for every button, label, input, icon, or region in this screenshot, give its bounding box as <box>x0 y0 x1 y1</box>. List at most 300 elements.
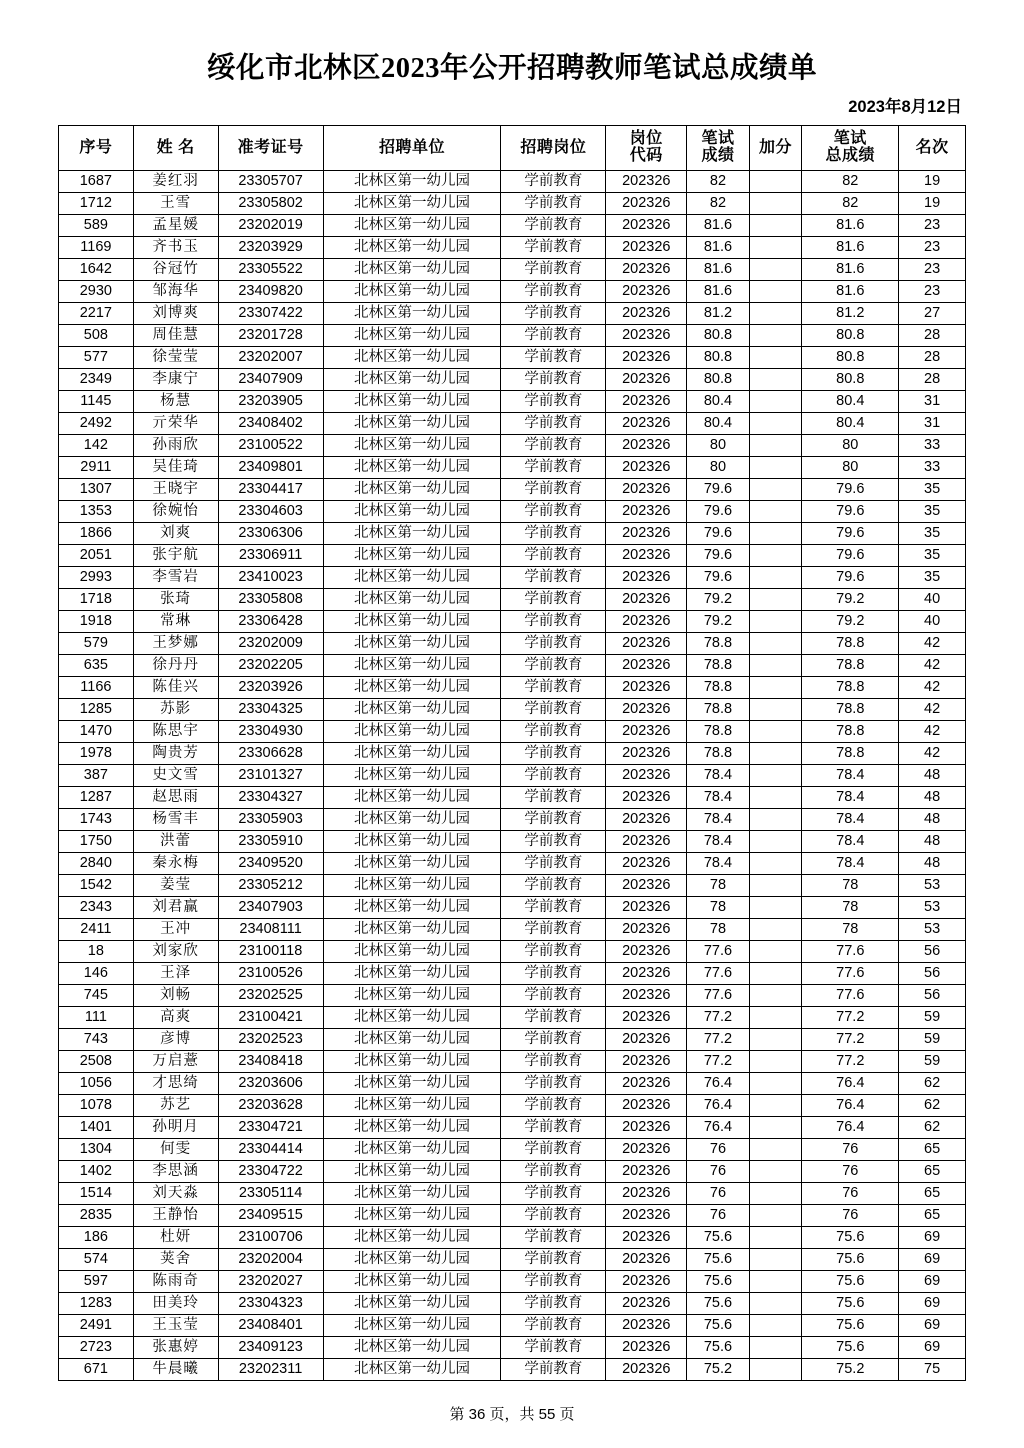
cell-total-score: 81.6 <box>802 281 899 303</box>
table-row <box>59 369 966 391</box>
cell-bonus <box>749 1117 802 1139</box>
cell-rank: 48 <box>899 809 966 831</box>
cell-unit: 北林区第一幼儿园 <box>323 743 501 765</box>
cell-unit: 北林区第一幼儿园 <box>323 1359 501 1381</box>
cell-total-score: 77.2 <box>802 1051 899 1073</box>
cell-exam-no: 23203926 <box>218 677 323 699</box>
cell-rank: 62 <box>899 1073 966 1095</box>
cell-name: 王晓宇 <box>133 479 218 501</box>
cell-post: 学前教育 <box>501 699 606 721</box>
cell-name: 李雪岩 <box>133 567 218 589</box>
cell-unit: 北林区第一幼儿园 <box>323 1337 501 1359</box>
cell-name: 张琦 <box>133 589 218 611</box>
cell-unit: 北林区第一幼儿园 <box>323 347 501 369</box>
cell-post-code: 202326 <box>606 787 687 809</box>
cell-seq: 508 <box>59 325 134 347</box>
cell-seq: 1687 <box>59 171 134 193</box>
cell-total-score: 75.6 <box>802 1271 899 1293</box>
table-row <box>59 347 966 369</box>
cell-total-score: 78.8 <box>802 721 899 743</box>
cell-unit: 北林区第一幼儿园 <box>323 1249 501 1271</box>
cell-rank: 42 <box>899 633 966 655</box>
cell-unit: 北林区第一幼儿园 <box>323 963 501 985</box>
cell-total-score: 82 <box>802 193 899 215</box>
cell-post: 学前教育 <box>501 193 606 215</box>
cell-rank: 35 <box>899 545 966 567</box>
cell-exam-no: 23100706 <box>218 1227 323 1249</box>
cell-seq: 1712 <box>59 193 134 215</box>
cell-written-score: 78 <box>687 875 750 897</box>
table-row <box>59 1337 966 1359</box>
cell-bonus <box>749 1205 802 1227</box>
cell-seq: 186 <box>59 1227 134 1249</box>
cell-name: 刘畅 <box>133 985 218 1007</box>
cell-written-score: 81.6 <box>687 215 750 237</box>
table-row <box>59 743 966 765</box>
cell-unit: 北林区第一幼儿园 <box>323 831 501 853</box>
cell-unit: 北林区第一幼儿园 <box>323 1007 501 1029</box>
cell-total-score: 78 <box>802 897 899 919</box>
cell-unit: 北林区第一幼儿园 <box>323 281 501 303</box>
cell-name: 刘博爽 <box>133 303 218 325</box>
cell-total-score: 78.8 <box>802 743 899 765</box>
cell-rank: 53 <box>899 919 966 941</box>
cell-seq: 18 <box>59 941 134 963</box>
cell-bonus <box>749 1051 802 1073</box>
cell-bonus <box>749 325 802 347</box>
cell-post-code: 202326 <box>606 1051 687 1073</box>
cell-total-score: 76 <box>802 1183 899 1205</box>
cell-unit: 北林区第一幼儿园 <box>323 809 501 831</box>
cell-written-score: 78.8 <box>687 699 750 721</box>
cell-name: 刘君赢 <box>133 897 218 919</box>
cell-post: 学前教育 <box>501 501 606 523</box>
cell-rank: 40 <box>899 611 966 633</box>
cell-total-score: 76 <box>802 1161 899 1183</box>
cell-rank: 19 <box>899 193 966 215</box>
cell-seq: 146 <box>59 963 134 985</box>
cell-bonus <box>749 435 802 457</box>
cell-post-code: 202326 <box>606 743 687 765</box>
cell-seq: 2993 <box>59 567 134 589</box>
cell-post: 学前教育 <box>501 1293 606 1315</box>
cell-name: 常琳 <box>133 611 218 633</box>
cell-exam-no: 23202525 <box>218 985 323 1007</box>
cell-exam-no: 23203628 <box>218 1095 323 1117</box>
cell-exam-no: 23305212 <box>218 875 323 897</box>
cell-name: 齐书玉 <box>133 237 218 259</box>
cell-unit: 北林区第一幼儿园 <box>323 721 501 743</box>
cell-rank: 33 <box>899 435 966 457</box>
cell-unit: 北林区第一幼儿园 <box>323 479 501 501</box>
table-row <box>59 1359 966 1381</box>
cell-total-score: 79.6 <box>802 479 899 501</box>
cell-post-code: 202326 <box>606 237 687 259</box>
cell-exam-no: 23305910 <box>218 831 323 853</box>
column-header-written-score-line2: 成绩 <box>701 147 735 165</box>
cell-written-score: 76.4 <box>687 1073 750 1095</box>
cell-bonus <box>749 1161 802 1183</box>
cell-seq: 1353 <box>59 501 134 523</box>
cell-post-code: 202326 <box>606 721 687 743</box>
cell-bonus <box>749 1315 802 1337</box>
column-header-exam-no: 准考证号 <box>218 126 323 171</box>
column-header-post-code <box>606 126 687 171</box>
cell-rank: 69 <box>899 1337 966 1359</box>
page-title: 绥化市北林区2023年公开招聘教师笔试总成绩单 <box>206 53 817 84</box>
cell-total-score: 78 <box>802 875 899 897</box>
cell-name: 才思绮 <box>133 1073 218 1095</box>
cell-post: 学前教育 <box>501 259 606 281</box>
cell-name: 张宇航 <box>133 545 218 567</box>
cell-exam-no: 23202004 <box>218 1249 323 1271</box>
cell-total-score: 77.6 <box>802 941 899 963</box>
cell-post-code: 202326 <box>606 633 687 655</box>
cell-name: 苏艺 <box>133 1095 218 1117</box>
cell-bonus <box>749 589 802 611</box>
cell-total-score: 80 <box>802 457 899 479</box>
cell-exam-no: 23409123 <box>218 1337 323 1359</box>
cell-post: 学前教育 <box>501 633 606 655</box>
cell-written-score: 78.8 <box>687 633 750 655</box>
cell-total-score: 75.6 <box>802 1227 899 1249</box>
table-row <box>59 875 966 897</box>
cell-bonus <box>749 787 802 809</box>
table-row <box>59 237 966 259</box>
cell-post: 学前教育 <box>501 721 606 743</box>
cell-rank: 69 <box>899 1315 966 1337</box>
cell-post: 学前教育 <box>501 787 606 809</box>
cell-name: 王玉莹 <box>133 1315 218 1337</box>
cell-bonus <box>749 831 802 853</box>
cell-bonus <box>749 963 802 985</box>
cell-seq: 743 <box>59 1029 134 1051</box>
cell-post: 学前教育 <box>501 1183 606 1205</box>
cell-bonus <box>749 897 802 919</box>
cell-unit: 北林区第一幼儿园 <box>323 435 501 457</box>
column-header-post: 招聘岗位 <box>501 126 606 171</box>
cell-name: 田美玲 <box>133 1293 218 1315</box>
cell-post-code: 202326 <box>606 1161 687 1183</box>
cell-written-score: 78 <box>687 919 750 941</box>
cell-post: 学前教育 <box>501 897 606 919</box>
cell-seq: 1743 <box>59 809 134 831</box>
cell-written-score: 79.2 <box>687 589 750 611</box>
cell-unit: 北林区第一幼儿园 <box>323 325 501 347</box>
cell-rank: 31 <box>899 391 966 413</box>
cell-exam-no: 23201728 <box>218 325 323 347</box>
page-footer: 第 36 页，共 55 页 <box>449 1406 575 1424</box>
cell-unit: 北林区第一幼儿园 <box>323 523 501 545</box>
cell-name: 杨雪丰 <box>133 809 218 831</box>
cell-unit: 北林区第一幼儿园 <box>323 545 501 567</box>
column-header-written-score-line1: 笔试 <box>701 130 735 148</box>
cell-total-score: 77.6 <box>802 985 899 1007</box>
cell-exam-no: 23100421 <box>218 1007 323 1029</box>
cell-rank: 35 <box>899 501 966 523</box>
table-row <box>59 963 966 985</box>
cell-post: 学前教育 <box>501 963 606 985</box>
table-row <box>59 193 966 215</box>
cell-bonus <box>749 215 802 237</box>
cell-seq: 2911 <box>59 457 134 479</box>
cell-total-score: 76.4 <box>802 1117 899 1139</box>
cell-written-score: 76 <box>687 1139 750 1161</box>
table-row <box>59 809 966 831</box>
cell-seq: 2217 <box>59 303 134 325</box>
cell-post-code: 202326 <box>606 1183 687 1205</box>
cell-seq: 1166 <box>59 677 134 699</box>
cell-seq: 1978 <box>59 743 134 765</box>
cell-bonus <box>749 655 802 677</box>
cell-exam-no: 23410023 <box>218 567 323 589</box>
cell-name: 何雯 <box>133 1139 218 1161</box>
cell-exam-no: 23407909 <box>218 369 323 391</box>
cell-total-score: 79.6 <box>802 523 899 545</box>
cell-written-score: 77.6 <box>687 963 750 985</box>
cell-post-code: 202326 <box>606 369 687 391</box>
cell-total-score: 77.2 <box>802 1029 899 1051</box>
cell-rank: 23 <box>899 215 966 237</box>
cell-exam-no: 23101327 <box>218 765 323 787</box>
cell-bonus <box>749 941 802 963</box>
cell-unit: 北林区第一幼儿园 <box>323 413 501 435</box>
table-row <box>59 1117 966 1139</box>
cell-post: 学前教育 <box>501 391 606 413</box>
table-row <box>59 259 966 281</box>
cell-written-score: 76.4 <box>687 1117 750 1139</box>
cell-bonus <box>749 347 802 369</box>
cell-written-score: 75.6 <box>687 1271 750 1293</box>
cell-post: 学前教育 <box>501 831 606 853</box>
cell-name: 王雪 <box>133 193 218 215</box>
cell-unit: 北林区第一幼儿园 <box>323 1205 501 1227</box>
cell-post: 学前教育 <box>501 1227 606 1249</box>
cell-post-code: 202326 <box>606 1315 687 1337</box>
cell-total-score: 79.2 <box>802 589 899 611</box>
cell-post-code: 202326 <box>606 655 687 677</box>
column-header-total-score <box>802 126 899 171</box>
table-row <box>59 1183 966 1205</box>
cell-seq: 2508 <box>59 1051 134 1073</box>
cell-name: 徐婉怡 <box>133 501 218 523</box>
table-row <box>59 1205 966 1227</box>
cell-name: 亓荣华 <box>133 413 218 435</box>
cell-rank: 33 <box>899 457 966 479</box>
cell-seq: 1402 <box>59 1161 134 1183</box>
column-header-written-score <box>687 126 750 171</box>
cell-seq: 2835 <box>59 1205 134 1227</box>
table-row <box>59 435 966 457</box>
cell-seq: 597 <box>59 1271 134 1293</box>
cell-bonus <box>749 413 802 435</box>
cell-seq: 1285 <box>59 699 134 721</box>
cell-unit: 北林区第一幼儿园 <box>323 1051 501 1073</box>
document-date: 2023年8月12日 <box>848 98 962 117</box>
cell-post-code: 202326 <box>606 1007 687 1029</box>
cell-total-score: 78.8 <box>802 677 899 699</box>
cell-exam-no: 23304323 <box>218 1293 323 1315</box>
cell-seq: 745 <box>59 985 134 1007</box>
cell-post-code: 202326 <box>606 677 687 699</box>
cell-name: 荚舍 <box>133 1249 218 1271</box>
cell-exam-no: 23100526 <box>218 963 323 985</box>
cell-rank: 69 <box>899 1249 966 1271</box>
cell-post: 学前教育 <box>501 1117 606 1139</box>
cell-name: 徐丹丹 <box>133 655 218 677</box>
cell-rank: 65 <box>899 1205 966 1227</box>
cell-post: 学前教育 <box>501 281 606 303</box>
cell-unit: 北林区第一幼儿园 <box>323 259 501 281</box>
cell-written-score: 76 <box>687 1183 750 1205</box>
cell-post: 学前教育 <box>501 1073 606 1095</box>
cell-exam-no: 23202311 <box>218 1359 323 1381</box>
cell-bonus <box>749 259 802 281</box>
cell-post: 学前教育 <box>501 1359 606 1381</box>
table-row <box>59 1073 966 1095</box>
column-header-post-code-line2: 代码 <box>629 147 663 165</box>
cell-seq: 579 <box>59 633 134 655</box>
cell-exam-no: 23407903 <box>218 897 323 919</box>
table-row <box>59 1249 966 1271</box>
cell-post-code: 202326 <box>606 479 687 501</box>
table-row <box>59 1227 966 1249</box>
cell-name: 王梦娜 <box>133 633 218 655</box>
cell-post-code: 202326 <box>606 853 687 875</box>
cell-exam-no: 23305808 <box>218 589 323 611</box>
cell-bonus <box>749 699 802 721</box>
cell-unit: 北林区第一幼儿园 <box>323 787 501 809</box>
cell-bonus <box>749 1139 802 1161</box>
cell-rank: 69 <box>899 1293 966 1315</box>
cell-post-code: 202326 <box>606 193 687 215</box>
cell-written-score: 79.6 <box>687 567 750 589</box>
cell-total-score: 80.4 <box>802 413 899 435</box>
cell-exam-no: 23409515 <box>218 1205 323 1227</box>
cell-total-score: 78.4 <box>802 853 899 875</box>
cell-post: 学前教育 <box>501 479 606 501</box>
cell-name: 陶贵芳 <box>133 743 218 765</box>
cell-unit: 北林区第一幼儿园 <box>323 171 501 193</box>
cell-written-score: 80.4 <box>687 391 750 413</box>
cell-post: 学前教育 <box>501 1271 606 1293</box>
table-row <box>59 501 966 523</box>
table-body <box>59 171 966 1381</box>
table-row <box>59 303 966 325</box>
cell-total-score: 78.8 <box>802 633 899 655</box>
cell-bonus <box>749 391 802 413</box>
cell-rank: 23 <box>899 237 966 259</box>
cell-post: 学前教育 <box>501 347 606 369</box>
cell-post-code: 202326 <box>606 1293 687 1315</box>
cell-post-code: 202326 <box>606 941 687 963</box>
cell-name: 秦永梅 <box>133 853 218 875</box>
cell-post-code: 202326 <box>606 1029 687 1051</box>
cell-written-score: 78.8 <box>687 721 750 743</box>
cell-post: 学前教育 <box>501 677 606 699</box>
cell-total-score: 78.4 <box>802 831 899 853</box>
cell-post: 学前教育 <box>501 941 606 963</box>
cell-post: 学前教育 <box>501 1249 606 1271</box>
cell-name: 姜莹 <box>133 875 218 897</box>
cell-post-code: 202326 <box>606 1249 687 1271</box>
cell-bonus <box>749 1029 802 1051</box>
cell-post-code: 202326 <box>606 831 687 853</box>
cell-rank: 19 <box>899 171 966 193</box>
table-row <box>59 413 966 435</box>
cell-rank: 27 <box>899 303 966 325</box>
cell-seq: 1642 <box>59 259 134 281</box>
cell-rank: 65 <box>899 1183 966 1205</box>
cell-seq: 1056 <box>59 1073 134 1095</box>
cell-post-code: 202326 <box>606 171 687 193</box>
table-row <box>59 1051 966 1073</box>
cell-written-score: 81.6 <box>687 237 750 259</box>
cell-name: 陈思宇 <box>133 721 218 743</box>
cell-written-score: 75.6 <box>687 1249 750 1271</box>
cell-total-score: 75.2 <box>802 1359 899 1381</box>
cell-unit: 北林区第一幼儿园 <box>323 941 501 963</box>
cell-post-code: 202326 <box>606 413 687 435</box>
cell-post: 学前教育 <box>501 611 606 633</box>
cell-post-code: 202326 <box>606 1227 687 1249</box>
cell-rank: 40 <box>899 589 966 611</box>
cell-bonus <box>749 633 802 655</box>
cell-written-score: 77.2 <box>687 1029 750 1051</box>
cell-rank: 28 <box>899 369 966 391</box>
cell-name: 王冲 <box>133 919 218 941</box>
cell-total-score: 78 <box>802 919 899 941</box>
cell-post: 学前教育 <box>501 1007 606 1029</box>
cell-unit: 北林区第一幼儿园 <box>323 1293 501 1315</box>
cell-total-score: 77.6 <box>802 963 899 985</box>
cell-rank: 35 <box>899 567 966 589</box>
cell-written-score: 81.6 <box>687 281 750 303</box>
cell-exam-no: 23202027 <box>218 1271 323 1293</box>
table-row <box>59 1029 966 1051</box>
cell-rank: 48 <box>899 765 966 787</box>
table-row <box>59 611 966 633</box>
cell-seq: 2051 <box>59 545 134 567</box>
cell-seq: 1718 <box>59 589 134 611</box>
cell-rank: 42 <box>899 743 966 765</box>
cell-bonus <box>749 919 802 941</box>
cell-post-code: 202326 <box>606 809 687 831</box>
cell-seq: 1145 <box>59 391 134 413</box>
table-row <box>59 787 966 809</box>
cell-total-score: 82 <box>802 171 899 193</box>
cell-written-score: 80.4 <box>687 413 750 435</box>
cell-bonus <box>749 611 802 633</box>
cell-written-score: 75.6 <box>687 1315 750 1337</box>
table-row <box>59 215 966 237</box>
cell-total-score: 80.8 <box>802 347 899 369</box>
cell-seq: 1078 <box>59 1095 134 1117</box>
cell-post-code: 202326 <box>606 545 687 567</box>
cell-bonus <box>749 743 802 765</box>
cell-rank: 59 <box>899 1029 966 1051</box>
cell-total-score: 81.6 <box>802 237 899 259</box>
cell-total-score: 75.6 <box>802 1337 899 1359</box>
cell-written-score: 81.6 <box>687 259 750 281</box>
cell-rank: 42 <box>899 655 966 677</box>
cell-exam-no: 23304930 <box>218 721 323 743</box>
column-header-name: 姓 名 <box>133 126 218 171</box>
cell-seq: 1750 <box>59 831 134 853</box>
cell-name: 邹海华 <box>133 281 218 303</box>
cell-seq: 1542 <box>59 875 134 897</box>
cell-rank: 56 <box>899 963 966 985</box>
